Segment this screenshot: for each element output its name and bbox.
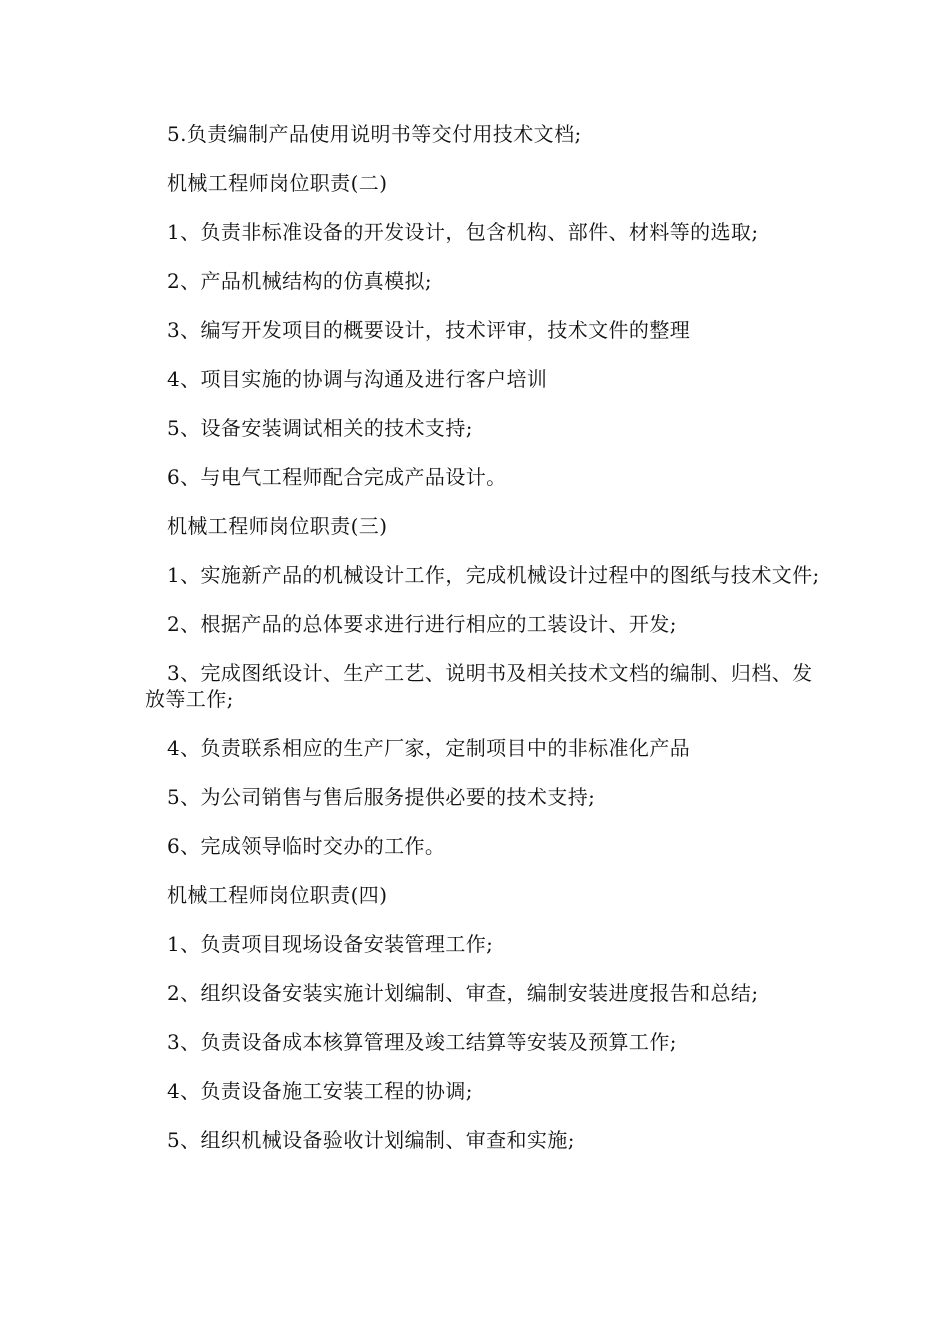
section-heading-3: 机械工程师岗位职责(三): [167, 514, 388, 538]
list-item: 4、负责联系相应的生产厂家，定制项目中的非标准化产品: [167, 736, 691, 760]
document-body: [145, 121, 820, 1176]
list-item: 1、负责非标准设备的开发设计，包含机构、部件、材料等的选取;: [167, 220, 759, 244]
list-item: 3、编写开发项目的概要设计，技术评审，技术文件的整理: [167, 318, 691, 342]
list-item: 5、设备安装调试相关的技术支持;: [167, 416, 473, 440]
section-heading-2: 机械工程师岗位职责(二): [167, 171, 388, 195]
list-item: 1、负责项目现场设备安装管理工作;: [167, 932, 494, 956]
list-item: 2、产品机械结构的仿真模拟;: [167, 269, 433, 293]
list-item: 5、组织机械设备验收计划编制、审查和实施;: [167, 1128, 575, 1152]
list-item: 2、根据产品的总体要求进行进行相应的工装设计、开发;: [167, 612, 677, 636]
list-item: 1、实施新产品的机械设计工作，完成机械设计过程中的图纸与技术文件;: [167, 563, 820, 587]
list-item: 4、项目实施的协调与沟通及进行客户培训: [167, 367, 548, 391]
list-item: 6、完成领导临时交办的工作。: [167, 834, 446, 858]
list-item: 6、与电气工程师配合完成产品设计。: [167, 465, 507, 489]
list-item-manual-docs: 5.负责编制产品使用说明书等交付用技术文档;: [167, 122, 582, 146]
list-item: 2、组织设备安装实施计划编制、审查，编制安装进度报告和总结;: [167, 981, 759, 1005]
list-item: 3、完成图纸设计、生产工艺、说明书及相关技术文档的编制、归档、发放等工作;: [145, 661, 813, 711]
list-item: 3、负责设备成本核算管理及竣工结算等安装及预算工作;: [167, 1030, 677, 1054]
section-heading-4: 机械工程师岗位职责(四): [167, 883, 388, 907]
list-item: 5、为公司销售与售后服务提供必要的技术支持;: [167, 785, 596, 809]
list-item: 4、负责设备施工安装工程的协调;: [167, 1079, 473, 1103]
